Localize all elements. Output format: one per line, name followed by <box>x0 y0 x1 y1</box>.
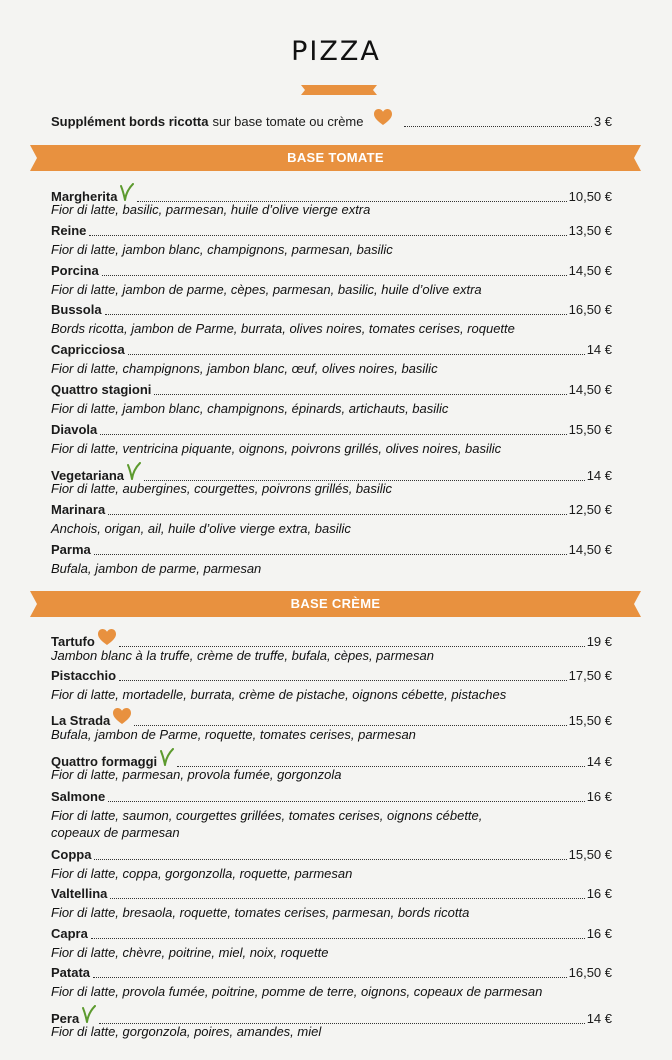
dotted-leader <box>128 353 585 355</box>
item-name: Porcina <box>51 263 99 278</box>
item-price: 14,50 € <box>568 382 612 397</box>
item-description: Fior di latte, parmesan, provola fumée, gorgonzola <box>51 767 342 782</box>
item-name: La Strada <box>51 713 111 728</box>
menu-item <box>51 847 612 863</box>
menu-item <box>51 886 612 902</box>
item-name: Reine <box>51 223 87 238</box>
item-price: 16,50 € <box>568 302 612 317</box>
item-name: Parma <box>51 542 91 557</box>
item-price: 14 € <box>586 1011 612 1026</box>
item-price: 10,50 € <box>568 189 612 204</box>
item-price: 15,50 € <box>568 847 612 862</box>
supplement-price: 3 € <box>593 114 612 129</box>
item-name: Diavola <box>51 422 98 437</box>
item-description: Fior di latte, champignons, jambon blanc, œuf, olives noires, basilic <box>51 361 438 376</box>
item-price: 14,50 € <box>568 263 612 278</box>
item-description: Fior di latte, jambon blanc, champignons, parmesan, basilic <box>51 242 393 257</box>
menu-item <box>51 223 612 239</box>
supplement-label: Supplément bords ricotta <box>51 114 209 129</box>
dotted-leader <box>93 976 567 978</box>
item-name: Quattro formaggi <box>51 754 158 769</box>
item-price: 16 € <box>586 886 612 901</box>
item-price: 14 € <box>586 468 612 483</box>
item-description: Bufala, jambon de parme, parmesan <box>51 561 262 576</box>
menu-item <box>51 263 612 279</box>
dotted-leader <box>100 433 566 435</box>
dotted-leader <box>154 393 566 395</box>
item-name: Patata <box>51 965 91 980</box>
dotted-leader <box>94 553 567 555</box>
menu-item <box>51 542 612 558</box>
item-price: 16,50 € <box>568 965 612 980</box>
dotted-leader <box>404 125 592 127</box>
dotted-leader <box>119 679 567 681</box>
dotted-leader <box>105 313 567 315</box>
item-description: Fior di latte, chèvre, poitrine, miel, noix, roquette <box>51 945 329 960</box>
page-title: PIZZA <box>291 36 381 67</box>
item-name: Bussola <box>51 302 102 317</box>
item-description: Anchois, origan, ail, huile d’olive vierge extra, basilic <box>51 521 351 536</box>
item-price: 17,50 € <box>568 668 612 683</box>
menu-item <box>51 789 612 805</box>
dotted-leader <box>94 858 566 860</box>
item-name: Pera <box>51 1011 80 1026</box>
section-banner <box>30 145 641 171</box>
item-name: Margherita <box>51 189 118 204</box>
item-name: Coppa <box>51 847 92 862</box>
heart-icon <box>374 109 392 130</box>
dotted-leader <box>108 800 585 802</box>
item-price: 15,50 € <box>568 422 612 437</box>
item-price: 19 € <box>586 634 612 649</box>
item-description: Bords ricotta, jambon de Parme, burrata, olives noires, tomates cerises, roquette <box>51 321 515 336</box>
item-name: Vegetariana <box>51 468 124 483</box>
section-title: BASE CRÈME <box>290 596 381 611</box>
item-description-continued: copeaux de parmesan <box>51 825 180 840</box>
item-description: Fior di latte, gorgonzola, poires, amandes, miel <box>51 1024 322 1039</box>
menu-item <box>51 302 612 318</box>
menu-item <box>51 668 612 684</box>
item-name: Marinara <box>51 502 106 517</box>
item-description: Fior di latte, ventricina piquante, oignons, poivrons grillés, olives noires, basilic <box>51 441 502 456</box>
item-name: Valtellina <box>51 886 108 901</box>
item-name: Capricciosa <box>51 342 125 357</box>
item-price: 14 € <box>586 754 612 769</box>
dotted-leader <box>110 897 584 899</box>
dotted-leader <box>108 513 566 515</box>
item-description: Fior di latte, jambon de parme, cèpes, parmesan, basilic, huile d’olive extra <box>51 282 482 297</box>
section-banner <box>30 591 641 617</box>
item-description: Fior di latte, bresaola, roquette, tomates cerises, parmesan, bords ricotta <box>51 905 470 920</box>
menu-item <box>51 502 612 518</box>
supplement-text: sur base tomate ou crème <box>212 114 364 129</box>
title-underline <box>301 85 377 95</box>
item-description: Jambon blanc à la truffe, crème de truffe, bufala, cèpes, parmesan <box>51 648 434 663</box>
item-description: Fior di latte, coppa, gorgonzolla, roquette, parmesan <box>51 866 353 881</box>
item-price: 16 € <box>586 926 612 941</box>
menu-item <box>51 382 612 398</box>
item-description: Fior di latte, saumon, courgettes grillées, tomates cerises, oignons cébette, <box>51 808 483 823</box>
menu-item <box>51 965 612 981</box>
menu-item <box>51 422 612 438</box>
item-price: 15,50 € <box>568 713 612 728</box>
item-price: 13,50 € <box>568 223 612 238</box>
item-description: Fior di latte, provola fumée, poitrine, pomme de terre, oignons, copeaux de parmesan <box>51 984 543 999</box>
item-price: 16 € <box>586 789 612 804</box>
item-description: Fior di latte, jambon blanc, champignons, épinards, artichauts, basilic <box>51 401 449 416</box>
item-price: 14,50 € <box>568 542 612 557</box>
dotted-leader <box>89 234 566 236</box>
item-price: 12,50 € <box>568 502 612 517</box>
item-description: Fior di latte, basilic, parmesan, huile d’olive vierge extra <box>51 202 371 217</box>
menu-item <box>51 926 612 942</box>
item-price: 14 € <box>586 342 612 357</box>
item-name: Quattro stagioni <box>51 382 152 397</box>
item-description: Bufala, jambon de Parme, roquette, tomates cerises, parmesan <box>51 727 416 742</box>
item-name: Capra <box>51 926 88 941</box>
menu-item <box>51 342 612 358</box>
section-title: BASE TOMATE <box>287 150 384 165</box>
item-name: Pistacchio <box>51 668 117 683</box>
supplement-row <box>51 109 612 130</box>
dotted-leader <box>102 274 567 276</box>
dotted-leader <box>91 937 585 939</box>
item-name: Salmone <box>51 789 106 804</box>
item-name: Tartufo <box>51 634 95 649</box>
item-description: Fior di latte, mortadelle, burrata, crème de pistache, oignons cébette, pistaches <box>51 687 507 702</box>
item-description: Fior di latte, aubergines, courgettes, poivrons grillés, basilic <box>51 481 393 496</box>
